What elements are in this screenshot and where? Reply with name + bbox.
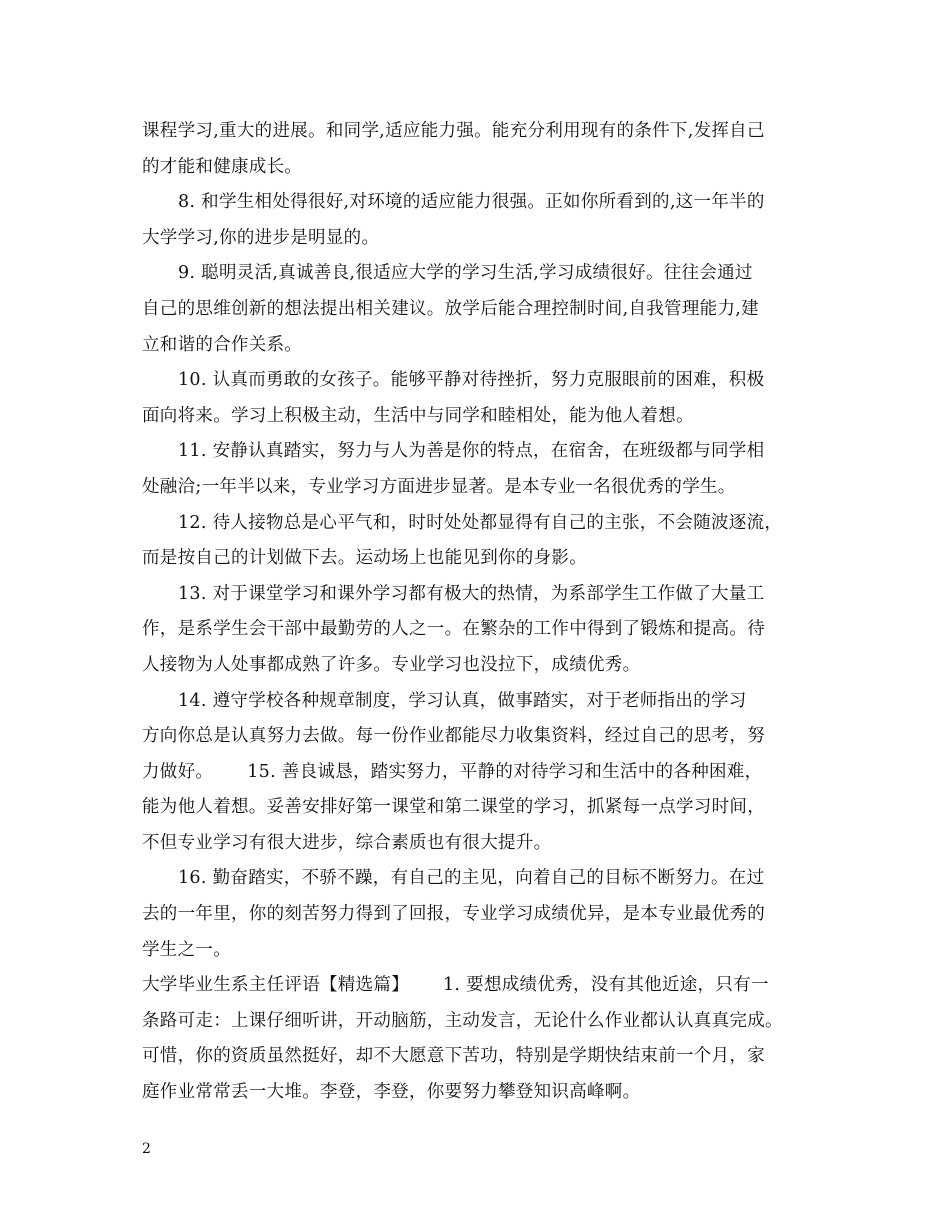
text-line: 方向你总是认真努力去做。每一份作业都能尽力收集资料，经过自己的思考，努	[142, 726, 765, 747]
paragraph-8-line: 8. 和学生相处得很好,对环境的适应能力很强。正如你所看到的,这一年半的	[178, 192, 765, 213]
text-line: 作，是系学生会干部中最勤劳的人之一。在繁杂的工作中得到了锻炼和提高。待	[142, 619, 765, 640]
paragraph-14-line: 14. 遵守学校各种规章制度，学习认真，做事踏实，对于老师指出的学习	[178, 690, 747, 711]
text-line: 大学学习,你的进步是明显的。	[142, 227, 380, 248]
text-line: 的才能和健康成长。	[142, 156, 303, 177]
text-line: 能为他人着想。妥善安排好第一课堂和第二课堂的学习，抓紧每一点学习时间，	[142, 797, 765, 818]
text-line: 自己的思维创新的想法提出相关建议。放学后能合理控制时间,自我管理能力,建	[142, 298, 759, 319]
paragraph-10-line: 10. 认真而勇敢的女孩子。能够平静对待挫折，努力克服眼前的困难，积极	[178, 370, 765, 391]
section-heading-line	[142, 968, 814, 1004]
text-line: 立和谐的合作关系。	[142, 334, 303, 355]
paragraph-14-ending: 力做好。	[142, 761, 214, 782]
page-number: 2	[142, 1141, 151, 1157]
paragraph-16-line: 16. 勤奋踏实，不骄不躁，有自己的主见，向着自己的目标不断努力。在过	[178, 868, 765, 889]
text-line: 而是按自己的计划做下去。运动场上也能见到你的身影。	[142, 548, 587, 569]
text-line: 条路可走：上课仔细听讲，开动脑筋，主动发言，无论什么作业都认认真真完成。	[142, 1010, 783, 1031]
text-line: 可惜，你的资质虽然挺好，却不大愿意下苦功，特别是学期快结束前一个月，家	[142, 1046, 765, 1067]
text-line: 学生之一。	[142, 939, 231, 960]
paragraph-1-start: 1. 要想成绩优秀，没有其他近途，只有一	[443, 975, 769, 996]
text-line: 处融洽;一年半以来，专业学习方面进步显著。是本专业一名很优秀的学生。	[142, 476, 736, 497]
document-body	[142, 114, 814, 1111]
paragraph-11-line: 11. 安静认真踏实，努力与人为善是你的特点，在宿舍，在班级都与同学相	[178, 441, 765, 462]
text-line: 庭作业常常丢一大堆。李登，李登，你要努力攀登知识高峰啊。	[142, 1082, 641, 1103]
mixed-paragraph-line	[142, 755, 814, 791]
text-line: 课程学习,重大的进展。和同学,适应能力强。能充分利用现有的条件下,发挥自己	[142, 121, 765, 141]
paragraph-15-start: 15. 善良诚恳，踏实努力，平静的对待学习和生活中的各种困难，	[247, 761, 763, 782]
text-line: 去的一年里，你的刻苦努力得到了回报，专业学习成绩优异，是本专业最优秀的	[142, 904, 765, 925]
text-line: 面向将来。学习上积极主动，生活中与同学和睦相处，能为他人着想。	[142, 405, 694, 426]
paragraph-9-line: 9. 聪明灵活,真诚善良,很适应大学的学习生活,学习成绩很好。往往会通过	[178, 263, 753, 284]
section-heading: 大学毕业生系主任评语【精选篇】	[142, 975, 409, 996]
text-line: 人接物为人处事都成熟了许多。专业学习也没拉下，成绩优秀。	[142, 654, 641, 675]
text-line: 不但专业学习有很大进步，综合素质也有很大提升。	[142, 832, 552, 853]
paragraph-13-line: 13. 对于课堂学习和课外学习都有极大的热情，为系部学生工作做了大量工	[178, 583, 765, 604]
paragraph-12-line: 12. 待人接物总是心平气和，时时处处都显得有自己的主张，不会随波逐流，	[178, 512, 783, 533]
